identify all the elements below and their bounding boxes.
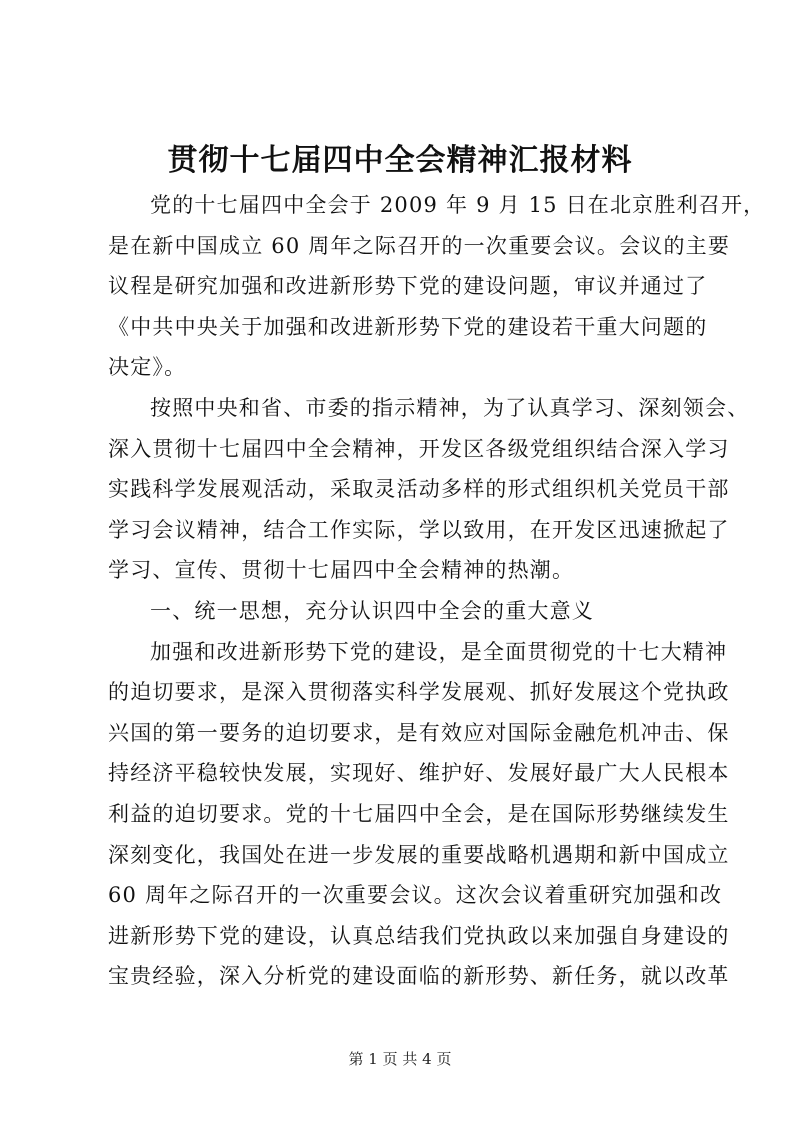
paragraph-1-line-5: 决定》。 [108, 355, 187, 380]
paragraph-2-line-1: 按照中央和省、市委的指示精神，为了认真学习、深刻领会、 [150, 395, 750, 420]
document-title: 贯彻十七届四中全会精神汇报材料 [167, 143, 633, 178]
paragraph-1-line-1: 党的十七届四中全会于 2009 年 9 月 15 日在北京胜利召开， [150, 193, 766, 217]
paragraph-3-line-2: 的迫切要求，是深入贯彻落实科学发展观、抓好发展这个党执政 [108, 680, 730, 705]
paragraph-2-line-3: 实践科学发展观活动，采取灵活动多样的形式组织机关党员干部 [108, 477, 730, 502]
paragraph-3-line-3: 兴国的第一要务的迫切要求，是有效应对国际金融危机冲击、保 [108, 720, 730, 745]
paragraph-1-line-2: 是在新中国成立 60 周年之际召开的一次重要会议。会议的主要 [108, 233, 731, 258]
paragraph-3-line-1: 加强和改进新形势下党的建设，是全面贯彻党的十七大精神 [150, 639, 728, 664]
paragraph-3-line-7: 60 周年之际召开的一次重要会议。这次会议着重研究加强和改 [108, 883, 723, 908]
document-body [108, 185, 766, 997]
paragraph-1-line-4: 《中共中央关于加强和改进新形势下党的建设若干重大问题的 [108, 314, 708, 339]
paragraph-3-line-6: 深刻变化，我国处在进一步发展的重要战略机遇期和新中国成立 [108, 842, 730, 867]
paragraph-3-line-9: 宝贵经验，深入分析党的建设面临的新形势、新任务，就以改革 [108, 964, 730, 989]
section-heading-1: 一、统一思想，充分认识四中全会的重大意义 [150, 598, 594, 623]
paragraph-3-line-4: 持经济平稳较快发展，实现好、维护好、发展好最广大人民根本 [108, 761, 730, 786]
paragraph-2-line-5: 学习、宣传、贯彻十七届四中全会精神的热潮。 [108, 558, 575, 583]
paragraph-1-line-3: 议程是研究加强和改进新形势下党的建设问题，审议并通过了 [108, 274, 708, 299]
paragraph-2-line-4: 学习会议精神，结合工作实际，学以致用，在开发区迅速掀起了 [108, 517, 730, 542]
paragraph-2-line-2: 深入贯彻十七届四中全会精神，开发区各级党组织结合深入学习 [108, 436, 730, 461]
paragraph-3-line-8: 进新形势下党的建设，认真总结我们党执政以来加强自身建设的 [108, 923, 730, 948]
paragraph-3-line-5: 利益的迫切要求。党的十七届四中全会，是在国际形势继续发生 [108, 801, 730, 826]
page-number-footer: 第 1 页 共 4 页 [348, 1050, 452, 1068]
